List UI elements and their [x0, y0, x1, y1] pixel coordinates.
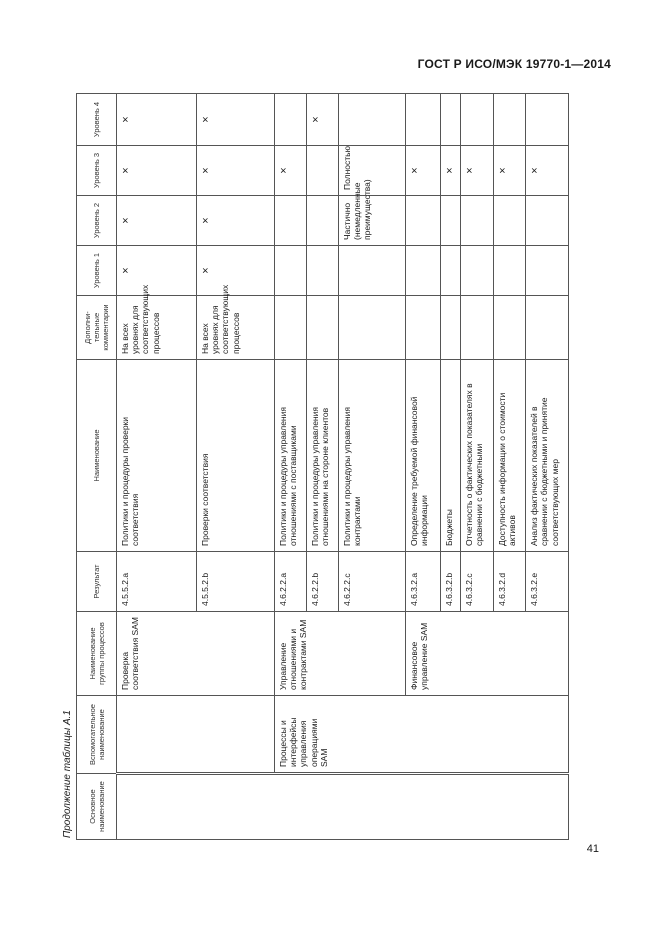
result-cell: 4.6.3.2.e: [526, 552, 569, 612]
name-cell: Политики и процедуры управления отношениями на стороне клиентов: [307, 360, 339, 552]
group-name-cell: Проверка соответствия SAM: [117, 612, 275, 696]
level-1-mark: [307, 246, 339, 296]
header-main-name: Основное наименование: [77, 774, 117, 840]
comment-cell: [526, 296, 569, 360]
level-3-mark: ×: [117, 146, 197, 196]
level-2-mark: [494, 196, 526, 246]
name-cell: Отчетность о фактических показателях в сравнении с бюджетными: [461, 360, 494, 552]
level-3-mark: ×: [461, 146, 494, 196]
result-cell: 4.5.5.2.a: [117, 552, 197, 612]
level-3-mark: ×: [441, 146, 461, 196]
rotated-table-frame: [60, 94, 560, 840]
level-2-mark: ×: [117, 196, 197, 246]
level-1-mark: [339, 246, 406, 296]
name-cell: Политики и процедуры управления отношениями с поставщиками: [275, 360, 307, 552]
name-cell: Политики и процедуры управления контрактами: [339, 360, 406, 552]
header-group-name: Наименование группы процессов: [77, 612, 117, 696]
table-header-row: [77, 94, 117, 840]
level-4-mark: ×: [307, 94, 339, 146]
level-1-mark: [494, 246, 526, 296]
result-cell: 4.6.3.2.a: [406, 552, 441, 612]
level-1-mark: [526, 246, 569, 296]
level-2-note: Частично (немедленные преимущества): [339, 196, 406, 246]
header-name: Наименование: [77, 360, 117, 552]
header-comments: Дополни-тельные комментарии: [77, 296, 117, 360]
level-2-mark: [461, 196, 494, 246]
result-cell: 4.5.5.2.b: [197, 552, 275, 612]
level-3-mark: ×: [197, 146, 275, 196]
table-caption: Продолжение таблицы А.1: [62, 710, 73, 838]
result-cell: 4.6.3.2.d: [494, 552, 526, 612]
header-level-1: Уровень 1: [77, 246, 117, 296]
level-4-mark: [494, 94, 526, 146]
name-cell: Определение требуемой финансовой информации: [406, 360, 441, 552]
level-1-mark: [461, 246, 494, 296]
result-cell: 4.6.2.2.a: [275, 552, 307, 612]
comment-cell: [406, 296, 441, 360]
level-3-mark: ×: [494, 146, 526, 196]
group-name-cell: Финансовое управление SAM: [406, 612, 569, 696]
level-1-mark: ×: [197, 246, 275, 296]
header-level-3: Уровень 3: [77, 146, 117, 196]
result-cell: 4.6.3.2.b: [441, 552, 461, 612]
level-3-mark: ×: [526, 146, 569, 196]
result-cell: 4.6.2.2.c: [339, 552, 406, 612]
level-2-mark: [406, 196, 441, 246]
standard-header: ГОСТ Р ИСО/МЭК 19770-1—2014: [417, 57, 611, 71]
table-row: [117, 94, 197, 840]
comment-cell: [307, 296, 339, 360]
level-2-mark: [307, 196, 339, 246]
requirements-table: [76, 93, 569, 840]
main-name-cell: [117, 774, 569, 840]
group-name-cell: Управление отношениями и контрактами SAM: [275, 612, 406, 696]
level-3-mark: ×: [406, 146, 441, 196]
header-result: Результат: [77, 552, 117, 612]
page-number: 41: [586, 843, 599, 855]
comment-cell: [494, 296, 526, 360]
comment-cell: [461, 296, 494, 360]
name-cell: Проверки соответствия: [197, 360, 275, 552]
level-4-mark: ×: [117, 94, 197, 146]
header-level-4: Уровень 4: [77, 94, 117, 146]
comment-cell: [441, 296, 461, 360]
name-cell: Политики и процедуры проверки соответствия: [117, 360, 197, 552]
comment-cell: [339, 296, 406, 360]
level-1-mark: ×: [117, 246, 197, 296]
name-cell: Анализ фактических показателей в сравнении с бюджетными и принятие соответствующих мер: [526, 360, 569, 552]
level-2-mark: [526, 196, 569, 246]
level-2-mark: [275, 196, 307, 246]
level-3-note: Полностью: [339, 146, 406, 196]
level-3-mark: [307, 146, 339, 196]
level-4-mark: [526, 94, 569, 146]
header-aux-name: Вспомогательное наименование: [77, 696, 117, 774]
result-cell: 4.6.3.2.c: [461, 552, 494, 612]
comment-cell: [275, 296, 307, 360]
level-3-mark: ×: [275, 146, 307, 196]
level-1-mark: [441, 246, 461, 296]
level-4-mark: [461, 94, 494, 146]
aux-name-cell: Процессы и интерфейсы управления операциями SAM: [275, 696, 569, 774]
header-level-2: Уровень 2: [77, 196, 117, 246]
comment-cell: На всех уровнях для соответствующих процессов: [117, 296, 197, 360]
name-cell: Бюджеты: [441, 360, 461, 552]
level-4-mark: [275, 94, 307, 146]
level-4-mark: ×: [197, 94, 275, 146]
name-cell: Доступность информации о стоимости активов: [494, 360, 526, 552]
level-2-mark: ×: [197, 196, 275, 246]
level-1-mark: [275, 246, 307, 296]
level-4-mark: [339, 94, 406, 146]
result-cell: 4.6.2.2.b: [307, 552, 339, 612]
level-2-mark: [441, 196, 461, 246]
level-4-mark: [406, 94, 441, 146]
level-4-mark: [441, 94, 461, 146]
table-row: [275, 94, 307, 840]
comment-cell: На всех уровнях для соответствующих процессов: [197, 296, 275, 360]
aux-name-cell: [117, 696, 275, 774]
level-1-mark: [406, 246, 441, 296]
